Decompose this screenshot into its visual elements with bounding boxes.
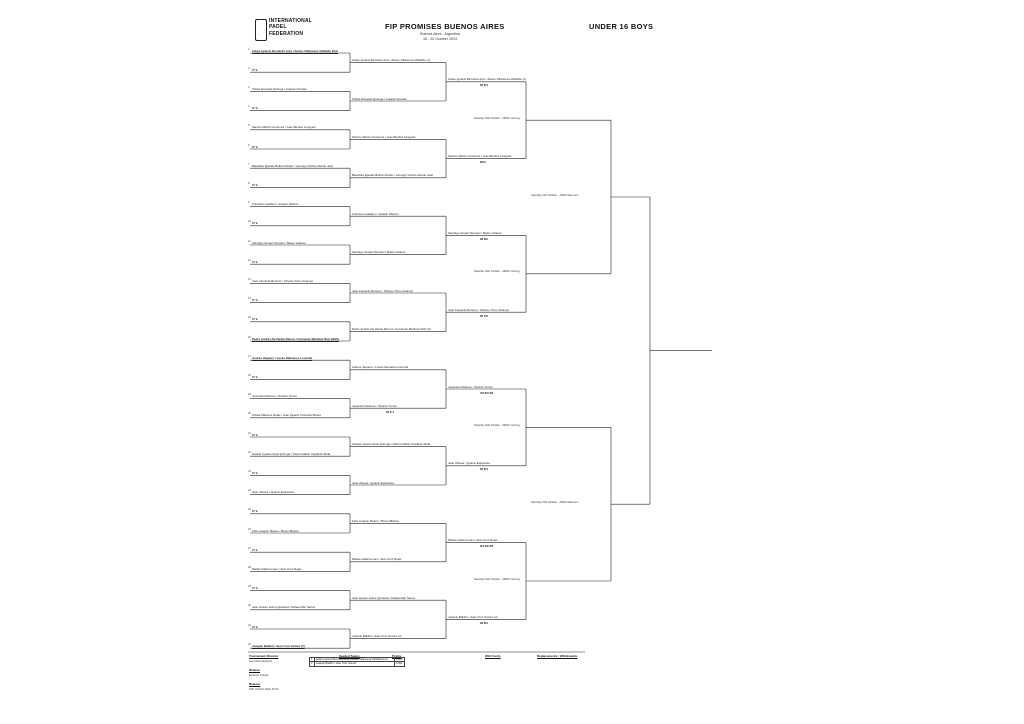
seed-number: 9 — [248, 201, 250, 205]
seed-number: 17 — [248, 354, 251, 358]
tournament-dates: 18 - 20 October 2024 — [423, 37, 457, 41]
r2-team-name: Juan Facundo Romero / Octavio Tricio Ocampo — [352, 288, 414, 293]
r4-schedule: Saturday 19th October - 09h00 morning — [474, 577, 520, 581]
seed-number: 11 — [248, 239, 251, 243]
r3-team-name: Jeremias Pacheco / Santino Torres — [448, 384, 493, 389]
seed-number: 13 — [248, 277, 251, 281]
r1-team-name: Gaspar Ignacio Sosa Quiroga / Vittorio Martin Cipolleta Tarifa — [252, 451, 331, 456]
r1-team-name: Santino Martin Contreras / Juan Benitez Arreguez — [252, 125, 316, 130]
r1-team-name: Juan Facundo Romero / Octavio Tricio Ocampo — [252, 279, 314, 283]
r2-team-name: Juan Olivera / Ignacio Epanestra — [352, 480, 394, 485]
r1-team-name: Andres Vaquero / Lucas Dalmasso Lorenzik — [252, 355, 313, 360]
r1-team-name: BYE — [252, 432, 258, 437]
seed-number: 8 — [248, 181, 250, 185]
r2-team-name: Baustista Iglesias Beltran Nuñez / Amerigo Vilches Alcedo Juan — [352, 173, 434, 178]
r2-team-name: Andres Vaquero / Lucas Dalmasso Lorenzik — [352, 365, 409, 370]
r2-team-name: Felix Joaquin Melero / Bruno Bideria — [352, 519, 399, 523]
seed-number: 26 — [248, 527, 251, 531]
seed-number: 23 — [248, 469, 251, 473]
r1-team-name: BYE — [252, 624, 258, 629]
r1-team-name: BYE — [252, 547, 258, 552]
seed-number: 3 — [248, 85, 250, 89]
r1-team-name: Felix Joaquin Melero / Bruno Bideria — [252, 528, 299, 533]
r2-team-name: Matias Gallerovman / Juan Cruz Rojas — [352, 557, 402, 562]
r1-team-name: Santiago Ismael Toresani / Mateo Velasco — [252, 240, 306, 245]
seed-number: 12 — [248, 258, 251, 262]
seed-number: 27 — [248, 546, 251, 550]
r1-team-name: BYE — [252, 317, 258, 322]
r1-team-name: Pedro Andrés Da Zarate Ramos / Fernando Martinez Ruiz (Weil) — [252, 336, 339, 341]
seed-points: 0.000 — [394, 662, 404, 666]
referee-name: Emanuel Orlanta — [249, 674, 269, 677]
r4-schedule: Saturday 19th October - 09h00 morning — [474, 116, 520, 120]
seed-number: 5 — [248, 124, 250, 128]
seed-number: 25 — [248, 508, 251, 512]
r1-team-name: BYE — [252, 183, 258, 187]
logo-text: INTERNATIONAL PADEL FEDERATION — [269, 18, 313, 37]
r3-score: 63 6/2 — [480, 236, 488, 241]
release-heading: Release — [249, 682, 261, 686]
r4-schedule: Saturday 19th October - 09h00 morning — [474, 270, 520, 274]
r2-team-name: Joaquin Baldini / Juan Cruz Gómez (2) — [352, 634, 402, 639]
r1-team-name: Matias Gallerovman / Juan Cruz Rojas — [252, 567, 302, 571]
seeded-teams-table — [309, 657, 405, 667]
points-heading: Points — [392, 654, 402, 658]
seed-number: 19 — [248, 393, 251, 397]
r1-team-name: Tobias Ezequiel Quiroga / Joaquin Rondan — [252, 87, 307, 91]
r3-score: W.O. — [480, 160, 487, 165]
r2-team-name: Tobias Ezequiel Quiroga / Joaquin Rondan — [352, 96, 407, 101]
r3-score: 63 6/4 — [480, 467, 488, 472]
r1-team-name: BYE — [252, 106, 258, 111]
seed-number: 10 — [248, 220, 251, 224]
r1-team-name: BYE — [252, 471, 258, 475]
table-row — [310, 662, 405, 666]
r2-team-name: Gaspar Ignacio Sosa Quiroga / Vittorio Martin Cipolleta Tarifa — [352, 442, 431, 447]
r1-team-name: Baustista Iglesias Beltran Nuñez / Amerigo Vilches Alcedo Juan — [252, 163, 334, 168]
replacements-heading: Replacements / Withdrawals — [537, 654, 578, 658]
r3-team-name: Juan Olivera / Ignacio Epanestra — [448, 461, 490, 466]
r2-team-name: Jeremias Pacheco / Santino Torres — [352, 403, 397, 408]
r3-score: 63 7/6 — [480, 313, 488, 318]
r1-team-name: Jeremias Pacheco / Santino Torres — [252, 394, 297, 399]
r1-team-name: Francisco Gaaben / Joaquin Wutzen — [252, 202, 299, 207]
referee-heading: Referee — [249, 668, 261, 672]
r1-team-name: BYE — [252, 221, 258, 226]
r1-team-name: Tobias Martinez Rojas / Juan Ignacio Tiscareño Bravo — [252, 413, 321, 418]
r1-team-name: Juan Hussin Jaime Quintana / Rafael Aller Senes — [252, 605, 316, 610]
r1-team-name: Joaquin Baldini / Juan Cruz Gómez (2) — [252, 643, 305, 648]
seed-number: 28 — [248, 565, 251, 569]
seed-number: 15 — [248, 316, 251, 320]
seed-number: 30 — [248, 604, 251, 608]
seed-number: 24 — [248, 489, 251, 493]
r3-team-name: Joaquin Baldini / Juan Cruz Gómez (2) — [448, 615, 498, 619]
seed-number: 20 — [248, 412, 251, 416]
r3-team-name: Matias Gallerovman / Juan Cruz Rojas — [448, 538, 498, 543]
seed-number: 2 — [311, 662, 313, 666]
r1-team-name: BYE — [252, 67, 258, 72]
r3-team-name: Santiago Ismael Toresani / Mateo Velasco — [448, 231, 502, 235]
r3-team-name: Santino Martin Contreras / Juan Benitez Arreguez — [448, 154, 512, 159]
seed-number: 4 — [248, 105, 250, 109]
r3-score: 63 6/4 — [480, 83, 488, 88]
r1-team-name: BYE — [252, 144, 258, 149]
seed-number: 14 — [248, 297, 251, 301]
seed-team: Joaquin Baldini / Juan Cruz Gómez — [314, 662, 394, 666]
tournament-director-name: Ana Clara Vanacore — [249, 660, 273, 663]
seed-team: Felipe Ignacio Bernardo Arce / Alvaro Villanueva Villafañe Ruiz — [314, 658, 394, 662]
r1-team-name: BYE — [252, 298, 258, 303]
r3-team-name: Juan Facundo Romero / Octavio Tricio Ocampo — [448, 307, 510, 312]
r1-team-name: BYE — [252, 586, 258, 591]
r1-team-name: BYE — [252, 509, 258, 514]
seed-number: 16 — [248, 335, 251, 339]
r2-team-name: Santiago Ismael Toresani / Mateo Velasco — [352, 250, 406, 255]
seed-number: 21 — [248, 431, 251, 435]
seed-number: 1 — [311, 658, 313, 661]
r2-team-name: Francisco Gaaben / Joaquin Wutzen — [352, 211, 399, 216]
seed-number: 18 — [248, 373, 251, 377]
seeded-teams-heading: Seeded Teams — [339, 654, 360, 658]
r2-team-name: Santino Martin Contreras / Juan Benitez Arreguez — [352, 135, 416, 139]
r2-score: 63 6-1 — [386, 409, 394, 414]
r3-score: 63 6/4 — [480, 620, 488, 625]
r1-team-name: Felipe Ignacio Bernardo Arce / Alvaro Villanueva Villafañe Ruiz — [252, 48, 338, 53]
seed-number: 29 — [248, 585, 251, 589]
r2-team-name: Pedro Andrés Da Zarate Ramos / Fernando Martinez Ruiz (3) — [352, 327, 431, 331]
draw-category: UNDER 16 BOYS — [589, 22, 654, 31]
tournament-location: Buenos Aires - Argentina — [420, 32, 460, 36]
seed-number: 7 — [248, 162, 250, 166]
seed-number: 22 — [248, 450, 251, 454]
r2-team-name: Felipe Ignacio Bernardo Arce / Alvaro Villanueva Villafañe (1) — [352, 58, 430, 63]
r1-team-name: BYE — [252, 259, 258, 264]
seed-number: 6 — [248, 143, 250, 147]
wild-cards-heading: Wild Cards — [485, 654, 501, 658]
r3-score: 7/6 6/3 6/3 — [480, 390, 494, 395]
seed-number: 1 — [248, 47, 250, 51]
r1-team-name: Juan Olivera / Ignacio Epanestra — [252, 490, 294, 495]
r5-schedule: Saturday 19th October - 15h00 afternoon — [531, 500, 579, 504]
r3-team-name: Felipe Ignacio Bernardo Arce / Alvaro Villanueva Villafañe (1) — [448, 77, 526, 82]
seed-number: 31 — [248, 623, 251, 627]
release-date: 18th October 2024, 20:00 — [249, 688, 279, 691]
seed-points: 0.000 — [394, 658, 404, 662]
r3-score: 6/3 3/6 6/3 — [480, 544, 494, 549]
r4-schedule: Saturday 19th October - 09h00 morning — [474, 424, 520, 427]
seed-number: 2 — [248, 66, 250, 70]
r1-team-name: BYE — [252, 375, 258, 379]
tournament-director-heading: Tournament Director — [249, 654, 279, 658]
r5-schedule: Saturday 19th October - 15h00 afternoon — [531, 193, 579, 197]
tournament-title: FIP PROMISES BUENOS AIRES — [385, 22, 505, 31]
seed-number: 32 — [248, 642, 251, 646]
r2-team-name: Juan Hussin Jaime Quintana / Rafael Aller Senes — [352, 595, 416, 600]
